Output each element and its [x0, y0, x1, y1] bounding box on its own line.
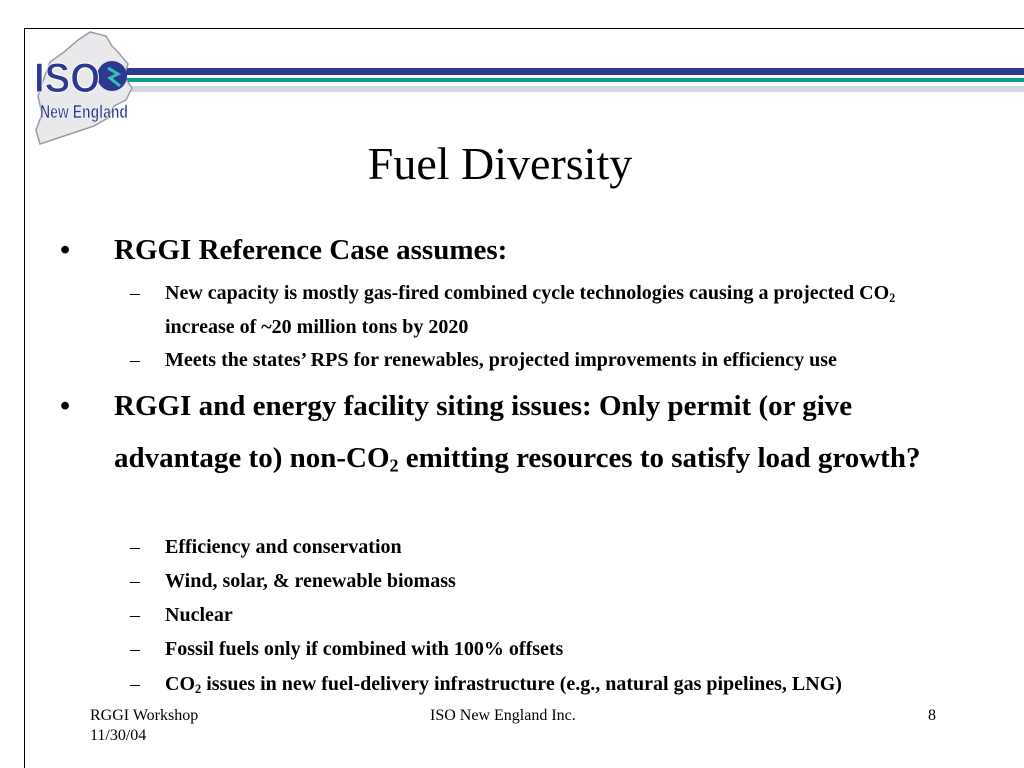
bullet-marker: • — [60, 234, 71, 266]
sub-bullet-text: Nuclear — [165, 604, 233, 626]
dash-marker: – — [130, 604, 140, 626]
sub-bullet-text: Wind, solar, & renewable biomass — [165, 570, 456, 592]
bullet-text: RGGI Reference Case assumes: — [114, 234, 508, 266]
slide-title: Fuel Diversity — [367, 138, 633, 189]
sub-bullet-text: New capacity is mostly gas-fired combined cycle technologies causing a projected $CO_2$ increase of ~20 million tons by 2020 — [165, 282, 896, 338]
sub-bullet-text: Fossil fuels only if combined with 100% offsets — [165, 638, 564, 660]
header-stripe-teal — [110, 78, 1024, 82]
iso-new-england-logo — [28, 30, 140, 150]
footer-page-number: 8 — [928, 707, 936, 724]
footer-workshop-info — [90, 706, 198, 746]
footer-date: 11/30/04 — [90, 727, 147, 744]
sub-bullet-text: Efficiency and conservation — [165, 536, 402, 558]
sub-bullet-text: Meets the states’ RPS for renewables, projected improvements in efficiency use — [165, 349, 837, 371]
sub-bullet-text: $CO_2$ issues in new fuel-delivery infrastructure (e.g., natural gas pipelines, LNG) — [165, 673, 842, 697]
logo-iso-text: ISO — [34, 54, 100, 101]
dash-marker: – — [130, 282, 140, 304]
dash-marker: – — [130, 570, 140, 592]
dash-marker: – — [130, 349, 140, 371]
header-stripe-gray — [110, 86, 1024, 92]
bullet-text: RGGI and energy facility siting issues: Only permit (or give advantage to) non-$CO_2$ emitting resources to satisfy load growth? — [114, 390, 921, 476]
bullet-marker: • — [60, 390, 71, 422]
footer-workshop-name: RGGI Workshop — [90, 707, 199, 724]
footer-organization: ISO New England Inc. — [430, 707, 576, 724]
dash-marker: – — [130, 638, 140, 660]
header-stripe-blue — [110, 68, 1024, 75]
dash-marker: – — [130, 673, 140, 695]
dash-marker: – — [130, 536, 140, 558]
logo-new-england-text: New England — [40, 102, 128, 122]
